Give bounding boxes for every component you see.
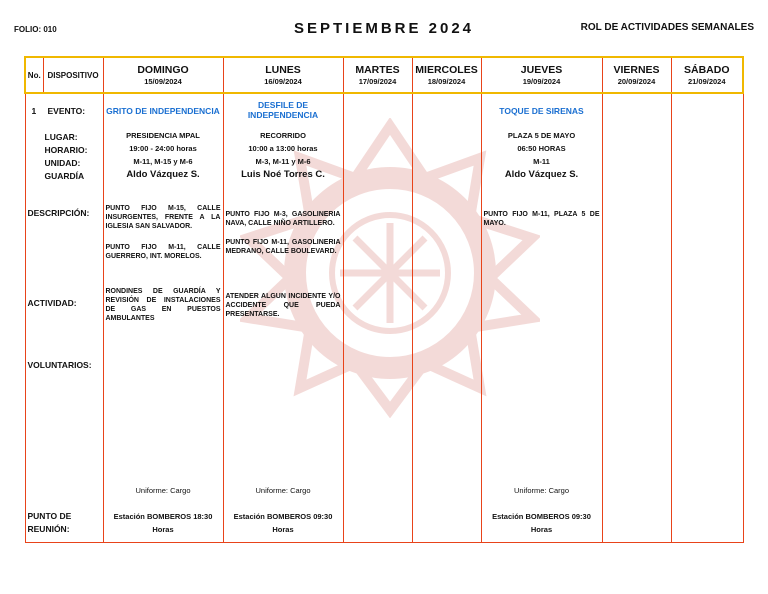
- event-unidad: M-3, M-11 y M-6: [255, 157, 311, 166]
- event-meeting-point: Estación BOMBEROS 09:30 Horas: [492, 512, 591, 534]
- event-unidad: M-11: [533, 157, 550, 166]
- header-martes: MARTES 17/09/2024: [343, 57, 412, 93]
- cell-domingo: [103, 93, 223, 543]
- header-miercoles: MIERCOLES 18/09/2024: [412, 57, 481, 93]
- event-lugar: RECORRIDO: [260, 131, 306, 140]
- event-lugar: PRESIDENCIA MPAL: [126, 131, 200, 140]
- activity-row: [25, 93, 743, 543]
- event-activity: ATENDER ALGUN INCIDENTE Y/O ACCIDENTE QUE PUEDA PRESENTARSE.: [225, 293, 341, 318]
- event-description-1: PUNTO FIJO M-15, CALLE INSURGENTES, FRENTE A LA IGLESIA SAN SALVADOR.: [105, 205, 221, 230]
- cell-miercoles: [412, 93, 481, 543]
- cell-sabado: [671, 93, 743, 543]
- event-title: DESFILE DE INDEPENDENCIA: [247, 100, 319, 120]
- header-viernes: VIERNES 20/09/2024: [602, 57, 671, 93]
- header-sabado: SÁBADO 21/09/2024: [671, 57, 743, 93]
- header-no: No.: [25, 57, 43, 93]
- event-guardia: Aldo Vázquez S.: [504, 169, 579, 180]
- label-lugar: LUGAR:: [44, 132, 78, 142]
- event-horario: 19:00 - 24:00 horas: [129, 144, 197, 153]
- label-unidad: UNIDAD:: [44, 158, 81, 168]
- header-lunes: LUNES 16/09/2024: [223, 57, 343, 93]
- event-horario: 06:50 HORAS: [517, 144, 566, 153]
- event-horario: 10:00 a 13:00 horas: [248, 144, 318, 153]
- label-horario: HORARIO:: [44, 145, 88, 155]
- cell-martes: [343, 93, 412, 543]
- event-title: TOQUE DE SIRENAS: [499, 106, 584, 116]
- header-domingo: DOMINGO 15/09/2024: [103, 57, 223, 93]
- event-guardia: Luis Noé Torres C.: [241, 169, 325, 180]
- cell-jueves: [481, 93, 602, 543]
- document-title: ROL DE ACTIVIDADES SEMANALES: [580, 22, 754, 33]
- header-jueves: JUEVES 19/09/2024: [481, 57, 602, 93]
- label-descripcion: DESCRIPCIÓN:: [27, 208, 90, 218]
- label-actividad: ACTIVIDAD:: [27, 298, 77, 308]
- event-uniform: Uniforme: Cargo: [255, 486, 311, 495]
- weekly-activity-table: [24, 56, 744, 543]
- table-header-row: [25, 57, 743, 93]
- event-lugar: PLAZA 5 DE MAYO: [507, 131, 576, 140]
- folio-number: FOLIO: 010: [14, 25, 57, 34]
- event-description-2: PUNTO FIJO M-11, CALLE GUERRERO, INT. MORELOS.: [105, 244, 221, 260]
- event-uniform: Uniforme: Cargo: [513, 486, 570, 495]
- event-title: GRITO DE INDEPENDENCIA: [106, 106, 220, 116]
- event-description-1: PUNTO FIJO M-11, PLAZA 5 DE MAYO.: [483, 211, 600, 227]
- header-dispositivo: DISPOSITIVO: [43, 57, 103, 93]
- event-guardia: Aldo Vázquez S.: [126, 169, 200, 180]
- event-uniform: Uniforme: Cargo: [135, 486, 191, 495]
- cell-viernes: [602, 93, 671, 543]
- event-unidad: M-11, M-15 y M-6: [133, 157, 193, 166]
- cell-lunes: [223, 93, 343, 543]
- event-description-1: PUNTO FIJO M-3, GASOLINERIA NAVA, CALLE NIÑO ARTILLERO.: [225, 211, 341, 227]
- row-labels-cell: [25, 93, 103, 543]
- row-number: 1: [31, 106, 37, 116]
- label-evento: EVENTO:: [47, 106, 86, 116]
- label-punto-reunion: PUNTO DE REUNIÓN:: [27, 511, 72, 534]
- event-meeting-point: Estación BOMBEROS 18:30 Horas: [113, 512, 213, 534]
- event-activity: RONDINES DE GUARDÍA Y REVISIÓN DE INSTALACIONES DE GAS EN PUESTOS AMBULANTES: [105, 288, 221, 322]
- event-meeting-point: Estación BOMBEROS 09:30 Horas: [233, 512, 333, 534]
- label-voluntarios: VOLUNTARIOS:: [27, 360, 92, 370]
- event-description-2: PUNTO FIJO M-11, GASOLINERIA MEDRANO, CALLE BOULEVARD.: [225, 239, 341, 255]
- month-title: SEPTIEMBRE 2024: [293, 20, 475, 37]
- label-guardia: GUARDÍA: [44, 171, 85, 181]
